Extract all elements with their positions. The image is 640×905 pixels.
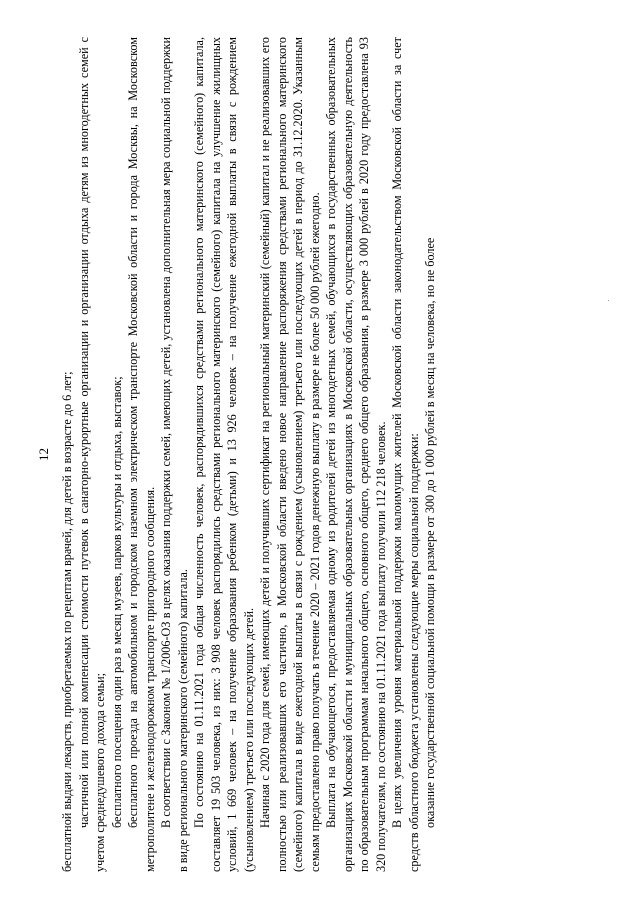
paragraph-6: По состоянию на 01.11.2021 года общая численность человек, распорядившихся средствами регионального материнского (семейного) капитала, составляет 19 503 человека, из них: 3 908 человек распорядились средствами регионального материнского (семейного) капитала на улучшение жилищных условий, 1 669 человек – на получение образования ребенком (детьми) и 13 926 человек – на получение ежегодной выплаты в связи с рождением (усыновлением) третьего или последующих детей. bbox=[192, 37, 256, 872]
paragraph-10: оказание государственной социальной помощи в размере от 300 до 1 000 рублей в месяц на человека, но не более bbox=[423, 237, 437, 828]
page-number: 12 bbox=[36, 448, 51, 461]
document-body bbox=[59, 37, 439, 872]
paragraph-2: частичной или полной компенсации стоимости путевок в санаторно-курортные организации и организации отдыха детям из многодетных семей с учетом среднедушевого дохода семьи; bbox=[76, 37, 107, 872]
scan-speck bbox=[608, 300, 609, 301]
paragraph-8: Выплата на обучающегося, предоставляемая одному из родителей детей из многодетных семей, обучающихся в государственных образовательных организациях Московской области и муниципальных образовательных организациях в Московской области, осуществляющих образовательную деятельность по образовательным программам начального общего, основного общего, среднего общего образования, в размере 3 000 рублей в 2020 году предоставлена 93 320 получателям, по состоянию на 01.11.2021 года выплату получили 112 218 человек. bbox=[324, 37, 388, 872]
paragraph-7: Начиная с 2020 года для семей, имеющих детей и получивших сертификат на региональный материнский (семейный) капитал и не реализовавших его полностью или реализовавших его частично, в Московской области введено новое направление распоряжения средствами регионального материнского (семейного) капитала в виде ежегодной выплаты в связи с рождением (усыновлением) третьего или последующих детей в период до 31.12.2020. Указанным семьям предоставлено право получать в течение 2020 – 2021 годов денежную выплату в размере не более 50 000 рублей ежегодно. bbox=[258, 37, 322, 872]
paragraph-1: бесплатной выдачи лекарств, приобретаемых по рецептам врачей, для детей в возрасте до 6 лет; bbox=[60, 371, 74, 872]
paragraph-4: бесплатного проезда на автомобильном и городском наземном электрическом транспорте Московской области и города Москвы, на Московском метрополитене и железнодорожном транспорте пригородного сообщения. bbox=[126, 37, 157, 872]
paragraph-9: В целях увеличения уровня материальной поддержки малоимущих жителей Московской области законодательством Московской области за счет средств областного бюджета установлены следующие меры социальной поддержки: bbox=[390, 37, 421, 872]
document-page bbox=[34, 37, 554, 872]
paragraph-5: В соответствии с Законом № 1/2006-ОЗ в целях оказания поддержки семей, имеющих детей, установлена дополнительная мера социальной поддержки в виде регионального материнского (семейного) капитала. bbox=[159, 37, 190, 872]
paragraph-3: бесплатного посещения один раз в месяц музеев, парков культуры и отдыха, выставок; bbox=[109, 376, 124, 828]
